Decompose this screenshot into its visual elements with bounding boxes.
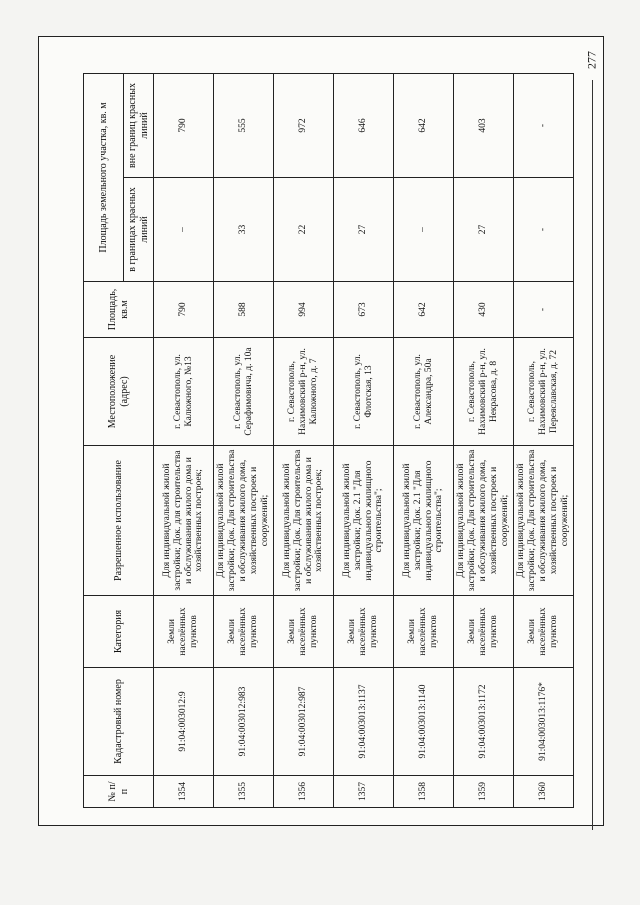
cell-cadastral: 91:04:003012:983 bbox=[214, 668, 274, 776]
cell-cadastral: 91:04:003012:987 bbox=[274, 668, 334, 776]
cell-category: Земли населённых пунктов bbox=[214, 596, 274, 668]
table-row bbox=[394, 74, 454, 808]
rotated-table-container bbox=[83, 74, 573, 808]
page-divider bbox=[592, 80, 593, 830]
cell-inside: 22 bbox=[274, 178, 334, 282]
cell-use: Для индивидуальной жилой застройки; Док. для строительства и обслуживания жилого дома и хозяйственных построек; bbox=[154, 446, 214, 596]
cell-use: Для индивидуальной жилой застройки; Док. Для строительства и обслуживания жилого дома, хозяйственных построек и сооружений; bbox=[514, 446, 574, 596]
header-inside: в границах красных линий bbox=[124, 178, 154, 282]
cell-outside: 642 bbox=[394, 74, 454, 178]
cell-location: г. Севастополь, Нахимовский р-н, ул. Переяславская, д. 72 bbox=[514, 338, 574, 446]
cell-cadastral: 91:04:003012:9 bbox=[154, 668, 214, 776]
cell-cadastral: 91:04:003013:1172 bbox=[454, 668, 514, 776]
header-plot-area: Площадь земельного участка, кв. м bbox=[84, 74, 124, 282]
cell-num: 1358 bbox=[394, 776, 454, 808]
cell-location: г. Севастополь, ул. Калюжного, №13 bbox=[154, 338, 214, 446]
cell-num: 1359 bbox=[454, 776, 514, 808]
cell-location: г. Севастополь, ул. Александра, 50а bbox=[394, 338, 454, 446]
header-location: Местоположение (адрес) bbox=[84, 338, 154, 446]
cell-location: г. Севастополь, ул. Флотская, 13 bbox=[334, 338, 394, 446]
cell-outside: 790 bbox=[154, 74, 214, 178]
cell-category: Земли населённых пунктов bbox=[274, 596, 334, 668]
page-number: 277 bbox=[584, 51, 599, 69]
cell-area: 430 bbox=[454, 282, 514, 338]
cell-area: 642 bbox=[394, 282, 454, 338]
cell-location: г. Севастополь, ул. Серафимовича, д. 10а bbox=[214, 338, 274, 446]
cell-inside: 27 bbox=[334, 178, 394, 282]
cell-num: 1360 bbox=[514, 776, 574, 808]
cell-inside: - bbox=[514, 178, 574, 282]
header-cadastral: Кадастровый номер bbox=[84, 668, 154, 776]
cell-num: 1355 bbox=[214, 776, 274, 808]
land-plots-table bbox=[83, 73, 574, 808]
cell-area: - bbox=[514, 282, 574, 338]
table-row bbox=[274, 74, 334, 808]
cell-outside: 646 bbox=[334, 74, 394, 178]
cell-inside: 33 bbox=[214, 178, 274, 282]
table-row bbox=[514, 74, 574, 808]
table-row bbox=[154, 74, 214, 808]
cell-use: Для индивидуальной жилой застройки; Док. 2.1 "Для индивидуального жилищного строительства"; bbox=[334, 446, 394, 596]
header-category: Категория bbox=[84, 596, 154, 668]
cell-num: 1356 bbox=[274, 776, 334, 808]
cell-area: 673 bbox=[334, 282, 394, 338]
cell-category: Земли населённых пунктов bbox=[154, 596, 214, 668]
cell-area: 588 bbox=[214, 282, 274, 338]
cell-location: г. Севастополь, Нахимовский р-н, ул. Некрасова, д. 8 bbox=[454, 338, 514, 446]
cell-cadastral: 91:04:003013:1140 bbox=[394, 668, 454, 776]
cell-cadastral: 91:04:003013:1137 bbox=[334, 668, 394, 776]
cell-category: Земли населённых пунктов bbox=[514, 596, 574, 668]
header-area: Площадь, кв.м bbox=[84, 282, 154, 338]
cell-inside: – bbox=[154, 178, 214, 282]
header-use: Разрешенное использование bbox=[84, 446, 154, 596]
table-row bbox=[454, 74, 514, 808]
cell-cadastral: 91:04:003013:1176* bbox=[514, 668, 574, 776]
cell-use: Для индивидуальной жилой застройки; Док. Для строительства и обслуживания жилого дома, хозяйственных построек и сооружений; bbox=[214, 446, 274, 596]
cell-inside: – bbox=[394, 178, 454, 282]
cell-outside: 972 bbox=[274, 74, 334, 178]
table-row bbox=[214, 74, 274, 808]
header-num: № п/п bbox=[84, 776, 154, 808]
table-header-row bbox=[84, 74, 124, 808]
cell-category: Земли населённых пунктов bbox=[394, 596, 454, 668]
cell-outside: 555 bbox=[214, 74, 274, 178]
cell-outside: - bbox=[514, 74, 574, 178]
cell-use: Для индивидуальной жилой застройки; Док. 2.1 "Для индивидуального жилищного строительства"; bbox=[394, 446, 454, 596]
header-outside: вне границ красных линий bbox=[124, 74, 154, 178]
cell-category: Земли населённых пунктов bbox=[454, 596, 514, 668]
cell-category: Земли населённых пунктов bbox=[334, 596, 394, 668]
table-row bbox=[334, 74, 394, 808]
cell-use: Для индивидуальной жилой застройки; Док. Для строительства и обслуживания жилого дома, хозяйственных построек и сооружений; bbox=[454, 446, 514, 596]
cell-use: Для индивидуальной жилой застройки; Док. Для строительства и обслуживания жилого дома и хозяйственных построек; bbox=[274, 446, 334, 596]
cell-outside: 403 bbox=[454, 74, 514, 178]
cell-location: г. Севастополь, Нахимовский р-н, ул. Калюжного, д. 7 bbox=[274, 338, 334, 446]
cell-area: 994 bbox=[274, 282, 334, 338]
cell-num: 1354 bbox=[154, 776, 214, 808]
cell-inside: 27 bbox=[454, 178, 514, 282]
cell-num: 1357 bbox=[334, 776, 394, 808]
cell-area: 790 bbox=[154, 282, 214, 338]
